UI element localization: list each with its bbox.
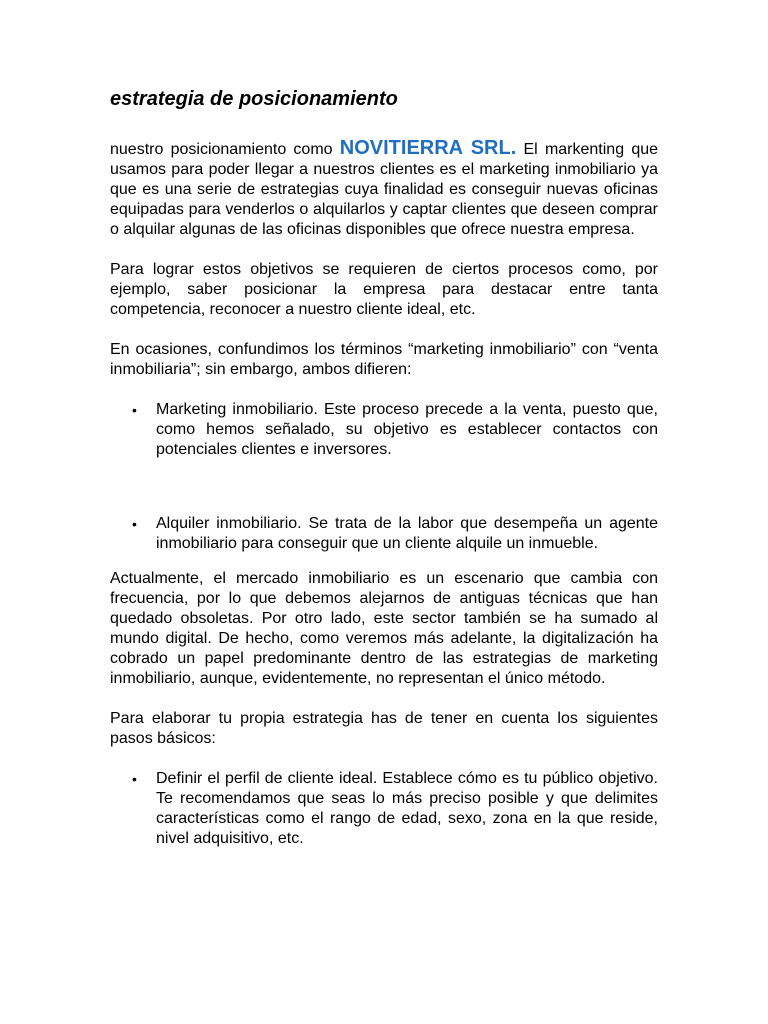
paragraph-market: Actualmente, el mercado inmobiliario es un escenario que cambia con frecuencia, por lo que debemos alejarnos de antiguas técnicas que han quedado obsoletas. Por otro lado, este sector también se ha sumado al mundo digital. De hecho, como veremos más adelante, la digitalización ha cobrado un papel predominante dentro de las estrategias de marketing inmobiliario, aunque, evidentemente, no representan el único método. [110,570,658,687]
bullet-icon: • [132,771,137,787]
list-item [110,400,658,460]
bullet-list-terms [110,400,658,554]
paragraph-objectives: Para lograr estos objetivos se requieren de ciertos procesos como, por ejemplo, saber posicionar la empresa para destacar entre tanta competencia, reconocer a nuestro cliente ideal, etc. [110,261,658,318]
bullet-icon: • [132,516,137,532]
intro-after-brand: El markenting que usamos para poder llegar a nuestros clientes es el marketing inmobiliario ya que es una serie de estrategias cuya finalidad es conseguir nuevas oficinas equipadas para venderlos o alquilarlos y captar clientes que deseen comprar o alquilar algunas de las oficinas disponibles que ofrece nuestra empresa. [110,141,659,238]
intro-paragraph [110,138,658,240]
list-item-text: Marketing inmobiliario. Este proceso precede a la venta, puesto que, como hemos señalado, su objetivo es establecer contactos con potenciales clientes e inversores. [156,401,658,458]
bullet-icon: • [132,402,137,418]
list-item-text: Alquiler inmobiliario. Se trata de la labor que desempeña un agente inmobiliario para conseguir que un cliente alquile un inmueble. [156,515,658,552]
list-item [110,769,658,849]
document-page [110,86,658,849]
list-item [110,514,658,554]
document-title: estrategia de posicionamiento [110,88,398,110]
paragraph-steps: Para elaborar tu propia estrategia has de tener en cuenta los siguientes pasos básicos: [110,710,658,747]
bullet-list-steps [110,769,658,849]
list-item-text: Definir el perfil de cliente ideal. Establece cómo es tu público objetivo. Te recomendamos que seas lo más preciso posible y que delimites características como el rango de edad, sexo, zona en la que reside, nivel adquisitivo, etc. [156,770,658,847]
paragraph-terms: En ocasiones, confundimos los términos “marketing inmobiliario” con “venta inmobiliaria”; sin embargo, ambos difieren: [110,341,658,378]
brand-name: NOVITIERRA SRL. [339,137,517,159]
intro-before-brand: nuestro posicionamiento como [110,141,340,158]
